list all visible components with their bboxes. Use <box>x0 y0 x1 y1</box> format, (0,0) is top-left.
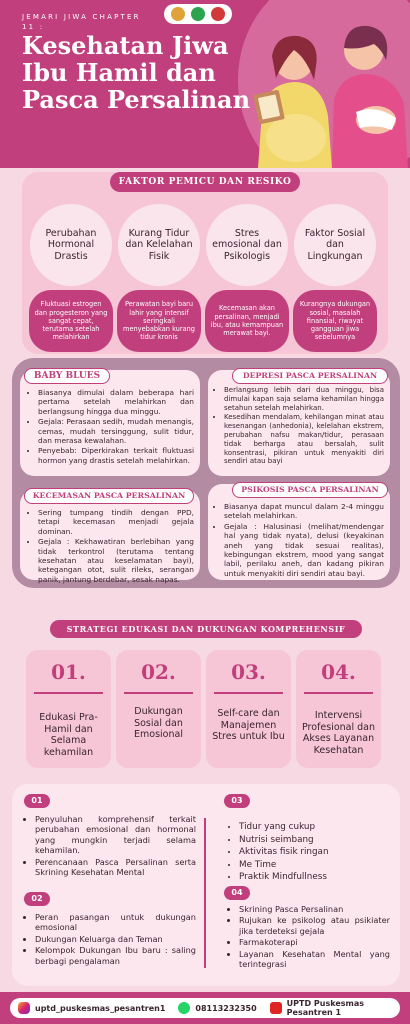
list-item: • Me Time <box>239 860 388 872</box>
mother-illustration <box>236 20 410 168</box>
youtube-icon <box>270 1002 282 1014</box>
step-divider <box>214 692 283 694</box>
factor-description: Fluktuasi estrogen dan progesteron yang sangat cepat, terutama setelah melahirkan <box>29 290 113 352</box>
youtube-channel[interactable]: UPTD Puskesmas Pesantren 1 <box>286 999 365 1017</box>
step-label: Dukungan Sosial dan Emosional <box>134 706 183 740</box>
city-seal-logo-icon <box>211 7 225 21</box>
list-item: • Sering tumpang tindih dengan PPD, tetapi kecemasan menjadi gejala dominan. <box>38 508 194 536</box>
partner-logos <box>164 4 232 24</box>
step-label: Self-care dan Manajemen Stres untuk Ibu <box>212 708 285 742</box>
list-item: • Aktivitas fisik ringan <box>239 847 388 859</box>
detail-list <box>24 912 196 967</box>
list-item: • Kelompok Dukungan Ibu baru : saling berbagi pengalaman <box>35 945 196 966</box>
step-number: 03. <box>231 660 266 684</box>
list-item: • Penyebab: Diperkirakan terkait fluktuasi hormon yang drastis setelah melahirkan. <box>38 446 194 465</box>
step-label: Intervensi Profesional dan Akses Layanan Kesehatan <box>301 710 376 756</box>
factor-circle: Perubahan Hormonal Drastis <box>30 204 112 286</box>
instagram-icon <box>18 1002 30 1014</box>
card-body <box>28 508 194 585</box>
strategy-step <box>296 650 381 768</box>
step-number: 04. <box>321 660 356 684</box>
list-item: • Berlangsung lebih dari dua minggu, bisa dimulai kapan saja selama kehamilan hingga setahun setelah melahirkan. <box>224 386 384 412</box>
list-item: • Perencanaan Pasca Persalinan serta Skrining Kesehatan Mental <box>35 857 196 878</box>
psikosis-card <box>208 484 390 580</box>
chapter-kicker: JEMARI JIWA CHAPTER 11 : <box>22 13 141 31</box>
list-item: • Nutrisi seimbang <box>239 835 388 847</box>
card-title: BABY BLUES <box>24 368 110 384</box>
detail-list <box>24 814 196 878</box>
card-title: KECEMASAN PASCA PERSALINAN <box>24 488 194 504</box>
list-item: • Penyuluhan komprehensif terkait perubahan emosional dan hormonal yang mungkin terjadi selama kehamilan. <box>35 814 196 856</box>
detail-list <box>228 822 388 885</box>
kecemasan-card <box>20 490 200 584</box>
instagram-handle[interactable]: uptd_puskesmas_pesantren1 <box>35 1003 166 1013</box>
detail-number-badge: 02 <box>24 892 50 906</box>
column-divider <box>204 818 206 968</box>
list-item: • Tidur yang cukup <box>239 822 388 834</box>
list-item: • Biasanya dimulai dalam beberapa hari pertama setelah melahirkan dan berlangsung hingga dua minggu. <box>38 388 194 416</box>
list-item: • Biasanya dapat muncul dalam 2-4 minggu setelah melahirkan. <box>224 502 384 521</box>
list-item: • Layanan Kesehatan Mental yang terintegrasi <box>239 949 390 970</box>
list-item: • Praktik Mindfullness <box>239 872 388 884</box>
step-divider <box>34 692 103 694</box>
card-title: PSIKOSIS PASCA PERSALINAN <box>232 482 388 498</box>
strategy-step <box>206 650 291 768</box>
step-divider <box>124 692 193 694</box>
detail-number-badge: 03 <box>224 794 250 808</box>
step-divider <box>304 692 373 694</box>
card-title: DEPRESI PASCA PERSALINAN <box>232 368 388 384</box>
detail-number-badge: 04 <box>224 886 250 900</box>
whatsapp-number[interactable]: 08113232350 <box>195 1003 257 1013</box>
factor-description: Kurangnya dukungan sosial, masalah finansial, riwayat gangguan jiwa sebelumnya <box>293 290 377 352</box>
strategy-title: STRATEGI EDUKASI DAN DUKUNGAN KOMPREHENSIF <box>50 620 362 638</box>
list-item: • Gejala : Kekhawatiran berlebihan yang tidak terkontrol (terutama tentang kesehatan atau keselamatan bayi), ketegangan otot, sulit rileks, serangan panik, jantung berdebar, sesak napas. <box>38 537 194 584</box>
list-item: • Gejala: Perasaan sedih, mudah menangis, cemas, mudah tersinggung, sulit tidur, dan merasa kewalahan. <box>38 417 194 445</box>
detail-list <box>228 904 390 970</box>
strategy-step <box>116 650 201 768</box>
health-cross-logo-icon <box>191 7 205 21</box>
baby-blues-card <box>20 370 200 476</box>
step-label: Edukasi Pra-Hamil dan Selama kehamilan <box>39 712 98 758</box>
factor-circle: Stres emosional dan Psikologis <box>206 204 288 286</box>
whatsapp-icon <box>178 1002 190 1014</box>
page-title: Kesehatan Jiwa Ibu Hamil dan Pasca Persalinan <box>22 31 251 114</box>
contact-bar <box>10 998 400 1018</box>
list-item: • Dukungan Keluarga dan Teman <box>35 934 196 944</box>
list-item: • Rujukan ke psikolog atau psikiater jika terdeteksi gejala <box>239 915 390 936</box>
detail-number-badge: 01 <box>24 794 50 808</box>
strategy-step <box>26 650 111 768</box>
factor-circle: Kurang Tidur dan Kelelahan Fisik <box>118 204 200 286</box>
factor-circle: Faktor Sosial dan Lingkungan <box>294 204 376 286</box>
step-number: 01. <box>51 660 86 684</box>
list-item: • Gejala : Halusinasi (melihat/mendengar hal yang tidak nyata), delusi (keyakinan aneh yang tidak sesuai realitas), kebingungan ekstrem, mood yang sangat labil, perilaku aneh, dan kadang pikiran untuk menyakiti diri sendiri atau bayi. <box>224 522 384 578</box>
card-body <box>214 386 384 467</box>
header <box>0 0 410 168</box>
factor-description: Kecemasan akan persalinan, menjadi ibu, atau kemampuan merawat bayi. <box>205 290 289 352</box>
card-body <box>214 502 384 579</box>
list-item: • Skrining Pasca Persalinan <box>239 904 390 914</box>
factors-title: FAKTOR PEMICU DAN RESIKO <box>110 172 300 192</box>
factor-description: Perawatan bayi baru lahir yang intensif seringkali menyebabkan kurang tidur kronis <box>117 290 201 352</box>
step-number: 02. <box>141 660 176 684</box>
list-item: • Farmakoterapi <box>239 937 390 947</box>
list-item: • Peran pasangan untuk dukungan emosional <box>35 912 196 933</box>
garuda-logo-icon <box>171 7 185 21</box>
list-item: • Kesedihan mendalam, kehilangan minat atau kesenangan (anhedonia), kelelahan ekstrem, perubahan nafsu makan/tidur, perasaan tidak berharga atau bersalah, sulit konsentrasi, pikiran untuk menyakiti diri sendiri atau bayi <box>224 413 384 466</box>
card-body <box>28 388 194 466</box>
depresi-card <box>208 370 390 476</box>
